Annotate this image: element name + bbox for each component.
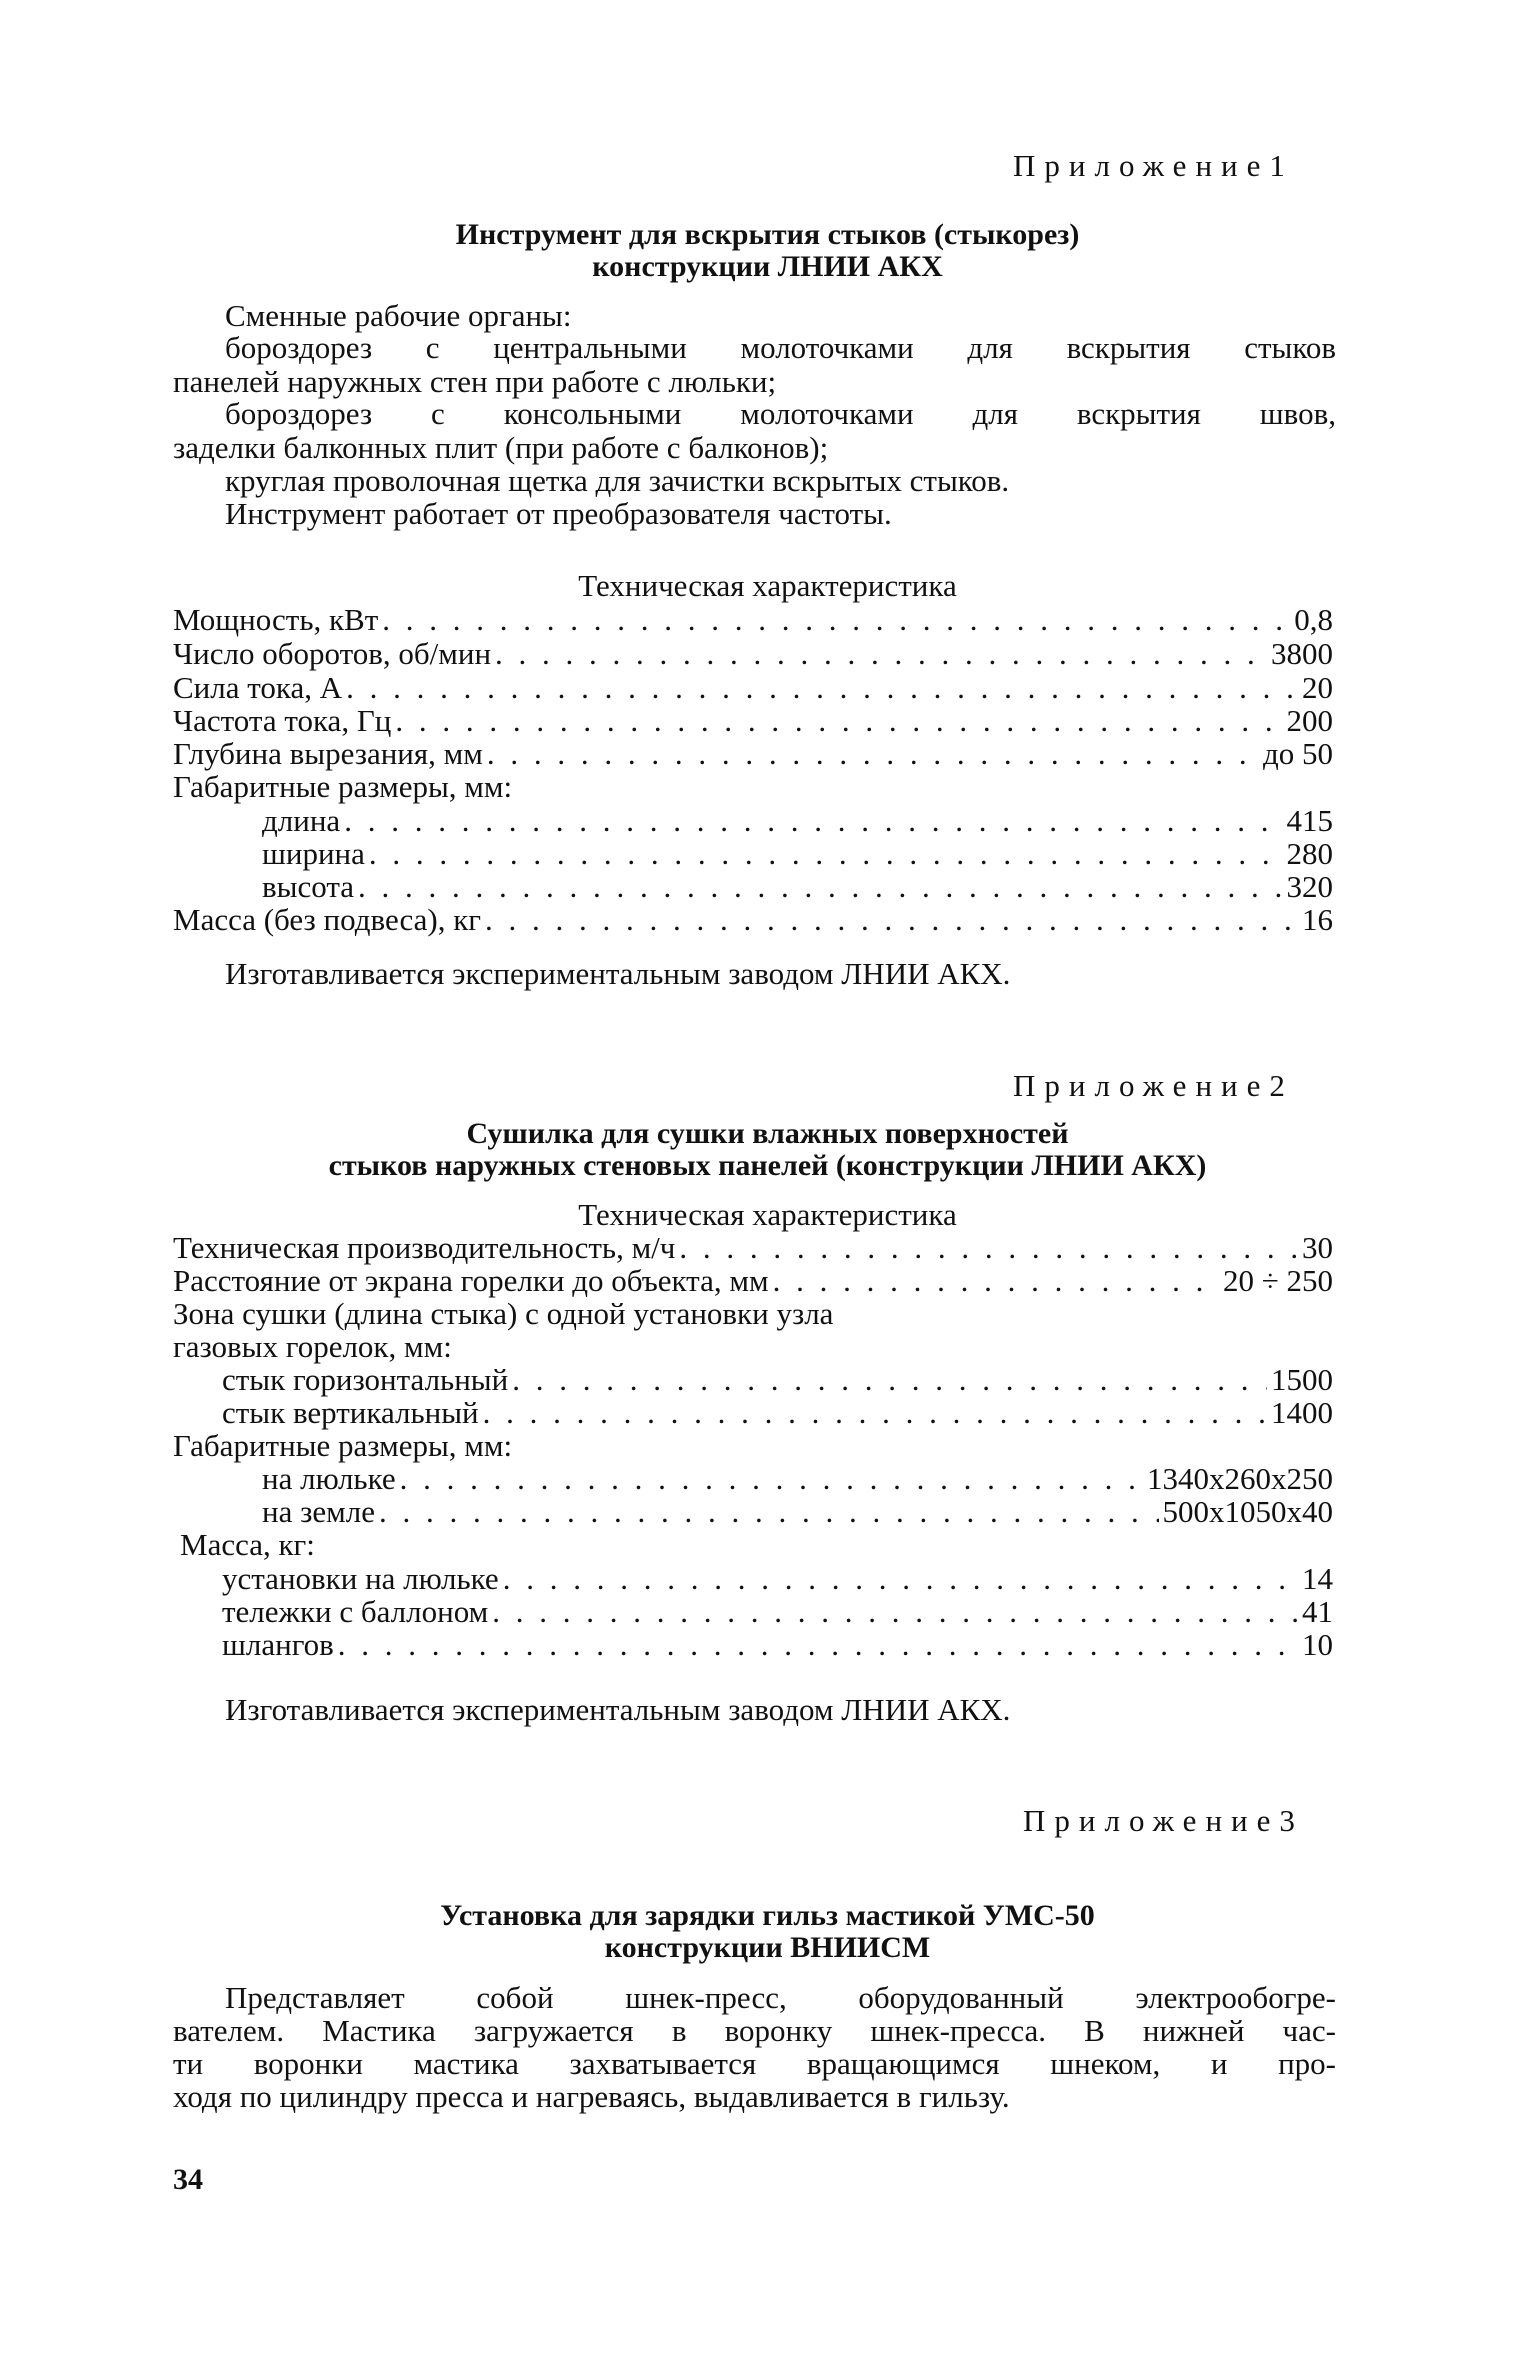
appendix-3-title-line-2: конструкции ВНИИСМ	[604, 1931, 931, 1964]
appendix-1-manufacturer: Изготавливается экспериментальным заводом ЛНИИ АКХ.	[225, 956, 1011, 991]
leader-dots	[369, 836, 1283, 872]
spec-value: до 50	[1262, 736, 1333, 771]
spec-label: Мощность, кВт	[173, 602, 379, 637]
spec-row	[222, 1395, 1333, 1431]
appendix-1-dims-heading: Габаритные размеры, мм:	[173, 769, 513, 804]
appendix-1-spec-heading: Техническая характеристика	[578, 568, 957, 603]
appendix-2-zone-line-2: газовых горелок, мм:	[173, 1329, 452, 1364]
spec-label: Число оборотов, об/мин	[173, 636, 492, 671]
spec-label: тележки с баллоном	[222, 1594, 489, 1629]
appendix-3-label: Приложение3	[1023, 1803, 1304, 1838]
leader-dots	[503, 1561, 1298, 1597]
spec-row	[173, 1230, 1333, 1266]
spec-label: стык горизонтальный	[222, 1362, 509, 1397]
leader-dots	[492, 1594, 1298, 1630]
appendix-1-item-3: круглая проволочная щетка для зачистки вскрытых стыков.	[225, 463, 1010, 498]
leader-dots	[344, 803, 1282, 839]
spec-value: 20	[1302, 670, 1333, 705]
spec-label: стык вертикальный	[222, 1395, 479, 1430]
appendix-2-dims-heading: Габаритные размеры, мм:	[173, 1428, 513, 1463]
appendix-2-zone-line-1: Зона сушки (длина стыка) с одной установки узла	[173, 1296, 834, 1331]
spec-value: 500х1050х40	[1162, 1494, 1333, 1529]
appendix-3-title-line-1: Установка для зарядки гильз мастикой УМС-50	[440, 1899, 1095, 1932]
appendix-3-paragraph-line-1: Представляет собой шнек-пресс, оборудованный электрообогре-	[225, 1980, 1336, 2015]
spec-value: 3800	[1271, 636, 1333, 671]
spec-value: 20 ÷ 250	[1222, 1263, 1333, 1298]
spec-value: 1500	[1271, 1362, 1333, 1397]
leader-dots	[400, 1461, 1143, 1497]
spec-row	[222, 1362, 1333, 1398]
leader-dots	[483, 1395, 1267, 1431]
spec-row	[222, 1627, 1333, 1663]
page-number: 34	[173, 2163, 203, 2196]
spec-label: высота	[262, 869, 355, 904]
spec-value: 10	[1302, 1627, 1333, 1662]
spec-row	[262, 1494, 1333, 1530]
spec-label: Частота тока, Гц	[173, 703, 392, 738]
spec-label: Глубина вырезания, мм	[173, 736, 483, 771]
spec-value: 415	[1286, 803, 1333, 838]
appendix-1-title-line-2: конструкции ЛНИИ АКХ	[592, 250, 943, 283]
spec-row	[262, 869, 1333, 905]
spec-label: шлангов	[222, 1627, 334, 1662]
spec-value: 14	[1302, 1561, 1333, 1596]
leader-dots	[485, 902, 1298, 938]
spec-row	[173, 736, 1333, 772]
spec-row	[173, 902, 1333, 938]
appendix-2-label: Приложение2	[1013, 1068, 1294, 1103]
appendix-3-paragraph-line-3: ти воронки мастика захватывается вращающимся шнеком, и про-	[173, 2046, 1336, 2081]
appendix-1-item-2-line-2: заделки балконных плит (при работе с балконов);	[173, 430, 829, 465]
appendix-1-intro: Сменные рабочие органы:	[225, 298, 572, 333]
spec-label: Сила тока, А	[173, 670, 343, 705]
appendix-1-item-1-line-1: бороздорез с центральными молоточками для вскрытия стыков	[225, 330, 1336, 365]
spec-row	[173, 636, 1333, 672]
spec-row	[173, 602, 1333, 638]
appendix-3-paragraph-line-2: вателем. Мастика загружается в воронку шнек-пресса. В нижней час-	[173, 2013, 1336, 2048]
leader-dots	[346, 670, 1298, 706]
spec-value: 200	[1286, 703, 1333, 738]
appendix-2-manufacturer: Изготавливается экспериментальным заводом ЛНИИ АКХ.	[225, 1692, 1011, 1727]
appendix-2-title-line-2: стыков наружных стеновых панелей (конструкции ЛНИИ АКХ)	[328, 1149, 1207, 1182]
leader-dots	[379, 1494, 1159, 1530]
spec-label: ширина	[262, 836, 365, 871]
spec-label: Расстояние от экрана горелки до объекта, мм	[173, 1263, 769, 1298]
leader-dots	[773, 1263, 1219, 1299]
spec-value: 1340х260х250	[1147, 1461, 1333, 1496]
spec-row	[173, 670, 1333, 706]
spec-value: 30	[1302, 1230, 1333, 1265]
spec-row	[222, 1561, 1333, 1597]
spec-value: 0,8	[1294, 602, 1333, 637]
spec-row	[222, 1594, 1333, 1630]
spec-row	[173, 703, 1333, 739]
spec-row	[262, 836, 1333, 872]
appendix-2-title-line-1: Сушилка для сушки влажных поверхностей	[466, 1117, 1069, 1150]
spec-label: на люльке	[262, 1461, 396, 1496]
leader-dots	[487, 736, 1259, 772]
spec-value: 16	[1302, 902, 1333, 937]
spec-label: на земле	[262, 1494, 375, 1529]
spec-value: 280	[1286, 836, 1333, 871]
leader-dots	[395, 703, 1282, 739]
appendix-2-mass-heading: Масса, кг:	[180, 1527, 315, 1562]
leader-dots	[338, 1627, 1298, 1663]
leader-dots	[382, 602, 1290, 638]
appendix-1-item-1-line-2: панелей наружных стен при работе с люльки;	[173, 364, 777, 399]
spec-label: длина	[262, 803, 341, 838]
leader-dots	[495, 636, 1267, 672]
spec-row	[262, 1461, 1333, 1497]
appendix-2-spec-heading: Техническая характеристика	[578, 1197, 957, 1232]
leader-dots	[512, 1362, 1267, 1398]
appendix-1-title-line-1: Инструмент для вскрытия стыков (стыкорез)	[455, 218, 1080, 251]
spec-label: Техническая производительность, м/ч	[173, 1230, 676, 1265]
spec-value: 41	[1302, 1594, 1333, 1629]
appendix-1-label: Приложение1	[1013, 148, 1294, 183]
appendix-1-item-2-line-1: бороздорез с консольными молоточками для вскрытия швов,	[225, 396, 1336, 431]
leader-dots	[679, 1230, 1298, 1266]
leader-dots	[358, 869, 1282, 905]
spec-row	[262, 803, 1333, 839]
appendix-1-item-4: Инструмент работает от преобразователя частоты.	[225, 496, 892, 531]
appendix-3-paragraph-line-4: ходя по цилиндру пресса и нагреваясь, выдавливается в гильзу.	[173, 2079, 1010, 2114]
spec-label: установки на люльке	[222, 1561, 499, 1596]
spec-label: Масса (без подвеса), кг	[173, 902, 482, 937]
spec-row	[173, 1263, 1333, 1299]
spec-value: 1400	[1271, 1395, 1333, 1430]
spec-value: 320	[1286, 869, 1333, 904]
